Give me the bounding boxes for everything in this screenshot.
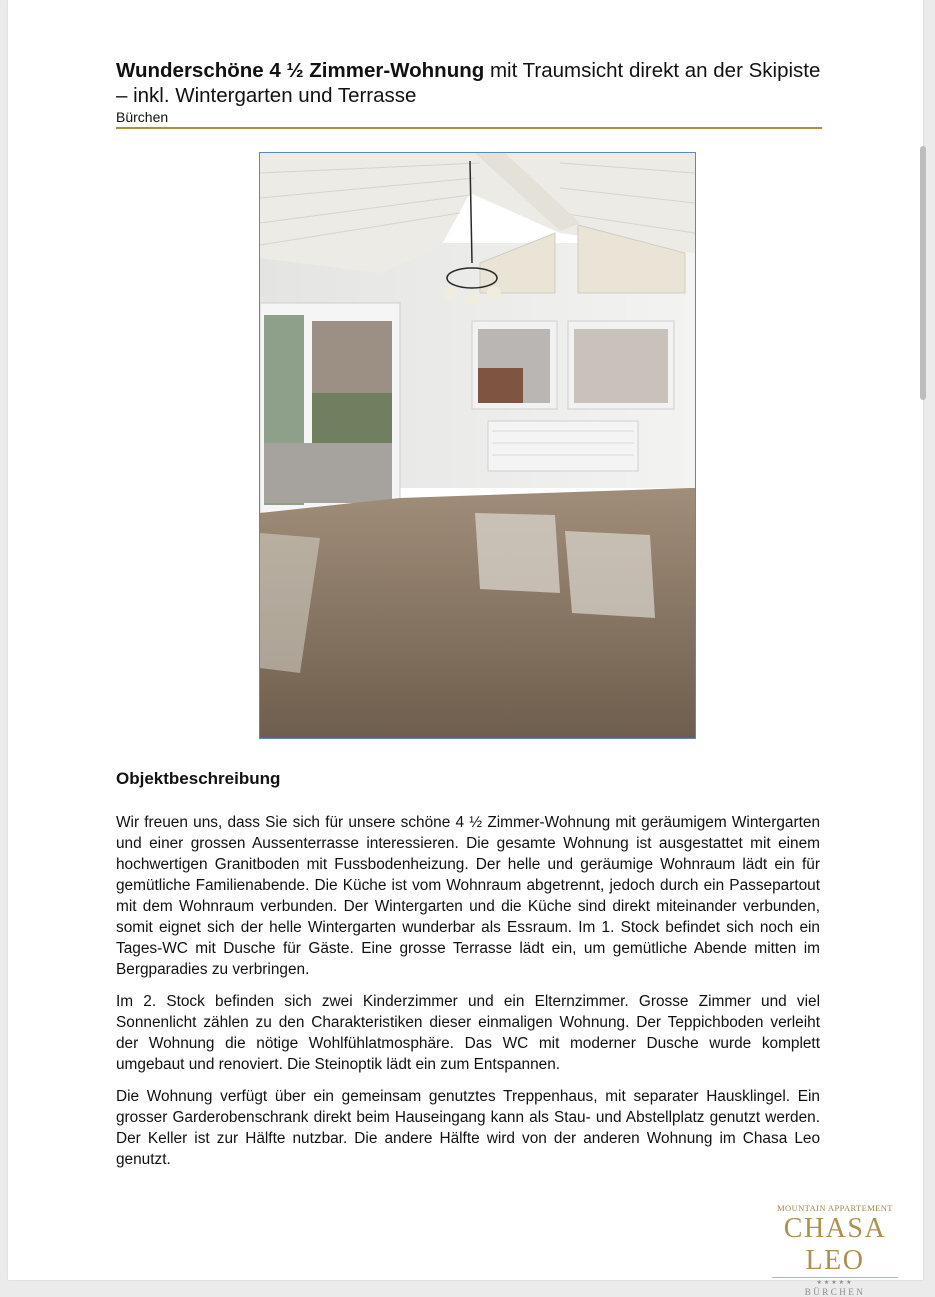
chasa-leo-logo <box>762 1203 908 1297</box>
living-room-photo-icon <box>260 153 695 738</box>
vertical-scrollbar[interactable] <box>920 146 926 400</box>
description-paragraph-3: Die Wohnung verfügt über ein gemeinsam genutztes Treppenhaus, mit separater Hausklingel. Ein grosser Garderobenschrank direkt beim Hauseingang kann als Stau- und Abstellplatz genutzt werden. Der Keller ist zur Hälfte nutzbar. Die andere Hälfte wird von der anderen Wohnung im Chasa Leo genutzt. <box>116 1088 820 1168</box>
listing-title-bold: Wunderschöne 4 ½ Zimmer-Wohnung <box>116 59 485 82</box>
listing-title <box>116 58 822 108</box>
header-divider <box>116 127 822 129</box>
description-body <box>116 812 820 1181</box>
description-paragraph-1: Wir freuen uns, dass Sie sich für unsere schöne 4 ½ Zimmer-Wohnung mit geräumigem Wintergarten und einer grossen Aussenterrasse interessieren. Die gesamte Wohnung ist ausgestattet mit einem hochwertigen Granitboden mit Fussbodenheizung. Der helle und geräumige Wohnraum lädt ein für gemütliche Familienabende. Die Küche ist vom Wohnraum abgetrennt, jedoch durch ein Passepartout mit dem Wohnraum verbunden. Der Wintergarten und die Küche sind direkt miteinander verbunden, somit eignet sich der helle Wintergarten wunderbar als Essraum. Im 1. Stock befindet sich noch ein Tages-WC mit Dusche für Gäste. Eine grosse Terrasse lädt ein, um gemütliche Abende mitten im Bergparadies zu verbringen. <box>116 814 820 978</box>
description-paragraph-2: Im 2. Stock befinden sich zwei Kinderzimmer und ein Elternzimmer. Grosse Zimmer und viel Sonnenlicht zählen zu den Charakteristiken dieser einmaligen Wohnung. Der Teppichboden verleiht der Wohnung die nötige Wohlfühlatmosphäre. Das WC mit moderner Dusche wurde komplett umgebaut und renoviert. Die Steinoptik lädt ein zum Entspannen. <box>116 993 820 1073</box>
listing-title-rest: mit Traumsicht direkt an der Skipiste – inkl. Wintergarten und Terrasse <box>116 59 821 107</box>
page-content <box>116 58 822 1168</box>
logo-brand: CHASA LEO <box>783 1213 887 1276</box>
description-heading: Objektbeschreibung <box>116 769 281 788</box>
listing-location: Bürchen <box>116 109 169 125</box>
logo-location: BÜRCHEN <box>804 1287 866 1297</box>
document-page <box>8 0 923 1297</box>
logo-stars-icon: ★★★★★ <box>772 1277 898 1287</box>
living-room-photo <box>259 152 696 739</box>
logo-tagline: MOUNTAIN APPARTEMENT <box>777 1203 893 1213</box>
